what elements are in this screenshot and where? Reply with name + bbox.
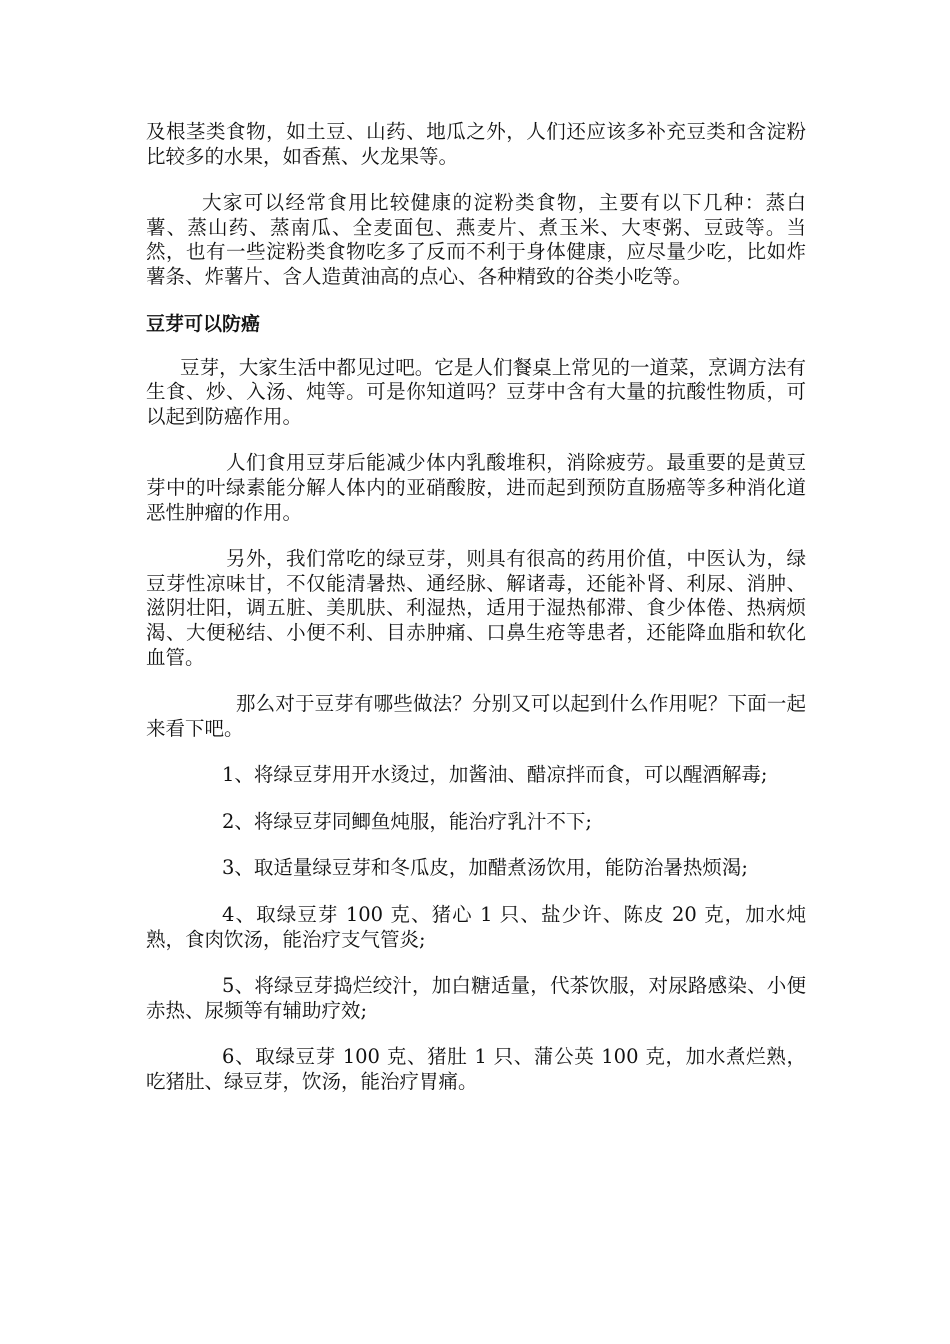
list-item: 2、将绿豆芽同鲫鱼炖服，能治疗乳汁不下; <box>222 809 592 833</box>
paragraph-bean-sprout-benefits: 人们食用豆芽后能减少体内乳酸堆积，消除疲劳。最重要的是黄豆芽中的叶绿素能分解人体内的亚硝酸胺，进而起到预防直肠癌等多种消化道恶性肿瘤的作用。 <box>146 451 806 524</box>
paragraph-mung-bean-sprout: 另外，我们常吃的绿豆芽，则具有很高的药用价值，中医认为，绿豆芽性凉味甘，不仅能清暑热、通经脉、解诸毒，还能补肾、利尿、消肿、滋阴壮阳，调五脏、美肌肤、利湿热，适用于湿热郁滞、食少体倦、热病烦渴、大便秘结、小便不利、目赤肿痛、口鼻生疮等患者，还能降血脂和软化血管。 <box>146 547 806 669</box>
list-item: 5、将绿豆芽捣烂绞汁，加白糖适量，代茶饮服，对尿路感染、小便赤热、尿频等有辅助疗效; <box>146 974 806 1022</box>
document-body <box>146 120 806 1117</box>
list-item: 3、取适量绿豆芽和冬瓜皮，加醋煮汤饮用，能防治暑热烦渴; <box>222 856 748 880</box>
list-item: 6、取绿豆芽 100 克、猪肚 1 只、蒲公英 100 克，加水煮烂熟，吃猪肚、绿豆芽，饮汤，能治疗胃痛。 <box>146 1045 806 1094</box>
paragraph-recipes-intro: 那么对于豆芽有哪些做法？分别又可以起到什么作用呢？下面一起来看下吧。 <box>146 692 806 740</box>
list-item: 1、将绿豆芽用开水烫过，加酱油、醋凉拌而食，可以醒酒解毒; <box>222 763 768 787</box>
paragraph-healthy-starch: 大家可以经常食用比较健康的淀粉类食物，主要有以下几种：蒸白薯、蒸山药、蒸南瓜、全麦面包、燕麦片、煮玉米、大枣粥、豆豉等。当然，也有一些淀粉类食物吃多了反而不利于身体健康，应尽量少吃，比如炸薯条、炸薯片、含人造黄油高的点心、各种精致的谷类小吃等。 <box>146 191 806 288</box>
paragraph-root-crops: 及根茎类食物，如土豆、山药、地瓜之外，人们还应该多补充豆类和含淀粉比较多的水果，如香蕉、火龙果等。 <box>146 120 806 168</box>
paragraph-bean-sprout-intro: 豆芽，大家生活中都见过吧。它是人们餐桌上常见的一道菜，烹调方法有生食、炒、入汤、炖等。可是你知道吗？豆芽中含有大量的抗酸性物质，可以起到防癌作用。 <box>146 355 806 428</box>
section-heading: 豆芽可以防癌 <box>146 312 261 335</box>
list-item: 4、取绿豆芽 100 克、猪心 1 只、盐少许、陈皮 20 克，加水炖熟，食肉饮汤，能治疗支气管炎; <box>146 903 806 951</box>
